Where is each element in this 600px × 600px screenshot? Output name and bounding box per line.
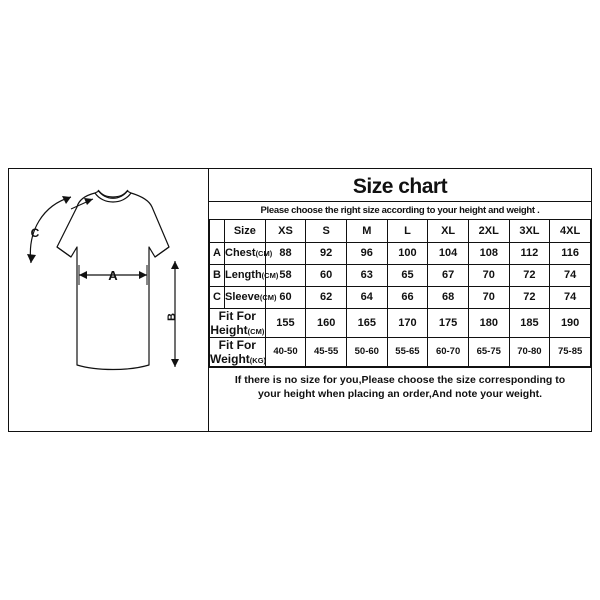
header-col-s: S: [306, 220, 347, 242]
table-row-fit-weight: [210, 337, 591, 366]
cell-weight-3xl: 70-80: [509, 337, 550, 366]
cell-chest-xl: 104: [428, 242, 469, 264]
cell-chest-s: 92: [306, 242, 347, 264]
cell-sleeve-4xl: 74: [550, 286, 591, 308]
cell-length-m: 63: [346, 264, 387, 286]
cell-length-xs: 58: [265, 264, 306, 286]
cell-height-4xl: 190: [550, 308, 591, 337]
table-row-sleeve: [210, 286, 591, 308]
size-table: [209, 220, 591, 367]
cell-sleeve-xs: 60: [265, 286, 306, 308]
tshirt-outline-icon: [9, 169, 208, 431]
cell-length-l: 65: [387, 264, 428, 286]
cell-weight-4xl: 75-85: [550, 337, 591, 366]
chart-footer-note: [209, 367, 591, 431]
header-letter-cell: [210, 220, 225, 242]
row-name-fit-height: Fit For Height(CM): [210, 308, 265, 337]
cell-sleeve-s: 62: [306, 286, 347, 308]
cell-sleeve-m: 64: [346, 286, 387, 308]
diagram-label-a: A: [108, 268, 118, 283]
table-header-row: [210, 220, 591, 242]
cell-height-l: 170: [387, 308, 428, 337]
row-letter-c: C: [210, 286, 225, 308]
row-name-fit-weight: Fit For Weight(KG): [210, 337, 267, 366]
diagram-label-b: B: [166, 313, 178, 321]
cell-sleeve-xl: 68: [428, 286, 469, 308]
size-chart-container: [8, 168, 592, 432]
footer-line-2: your height when placing an order,And note your weight.: [257, 387, 543, 400]
row-name-sleeve: Sleeve(CM): [225, 286, 266, 308]
row-letter-a: A: [210, 242, 225, 264]
cell-weight-s: 45-55: [306, 337, 347, 366]
chart-subtitle: Please choose the right size according to your height and weight .: [209, 202, 591, 220]
row-name-chest: Chest(CM): [225, 242, 266, 264]
cell-chest-3xl: 112: [509, 242, 550, 264]
row-letter-b: B: [210, 264, 225, 286]
diagram-label-c: C: [30, 226, 40, 240]
cell-weight-m: 50-60: [346, 337, 387, 366]
header-col-xs: XS: [265, 220, 306, 242]
header-col-l: L: [387, 220, 428, 242]
cell-sleeve-l: 66: [387, 286, 428, 308]
cell-weight-xs: 40-50: [265, 337, 306, 366]
cell-chest-m: 96: [346, 242, 387, 264]
footer-line-1: If there is no size for you,Please choose the size corresponding to: [234, 373, 566, 386]
cell-height-3xl: 185: [509, 308, 550, 337]
header-col-m: M: [346, 220, 387, 242]
header-col-4xl: 4XL: [550, 220, 591, 242]
cell-weight-2xl: 65-75: [468, 337, 509, 366]
cell-chest-2xl: 108: [468, 242, 509, 264]
cell-length-4xl: 74: [550, 264, 591, 286]
chart-title: Size chart: [209, 169, 591, 202]
cell-length-3xl: 72: [509, 264, 550, 286]
header-col-3xl: 3XL: [509, 220, 550, 242]
size-table-panel: [209, 169, 591, 431]
cell-weight-xl: 60-70: [428, 337, 469, 366]
table-row-fit-height: [210, 308, 591, 337]
table-row-chest: [210, 242, 591, 264]
table-row-length: [210, 264, 591, 286]
header-col-2xl: 2XL: [468, 220, 509, 242]
cell-height-xl: 175: [428, 308, 469, 337]
cell-length-2xl: 70: [468, 264, 509, 286]
cell-chest-l: 100: [387, 242, 428, 264]
cell-height-xs: 155: [265, 308, 306, 337]
cell-sleeve-2xl: 70: [468, 286, 509, 308]
header-col-xl: XL: [428, 220, 469, 242]
row-name-length: Length(CM): [225, 264, 266, 286]
cell-height-s: 160: [306, 308, 347, 337]
cell-length-xl: 67: [428, 264, 469, 286]
cell-chest-4xl: 116: [550, 242, 591, 264]
cell-chest-xs: 88: [265, 242, 306, 264]
tshirt-diagram-panel: [9, 169, 209, 431]
header-size-label: Size: [225, 220, 266, 242]
cell-weight-l: 55-65: [387, 337, 428, 366]
cell-height-2xl: 180: [468, 308, 509, 337]
cell-sleeve-3xl: 72: [509, 286, 550, 308]
cell-height-m: 165: [346, 308, 387, 337]
cell-length-s: 60: [306, 264, 347, 286]
